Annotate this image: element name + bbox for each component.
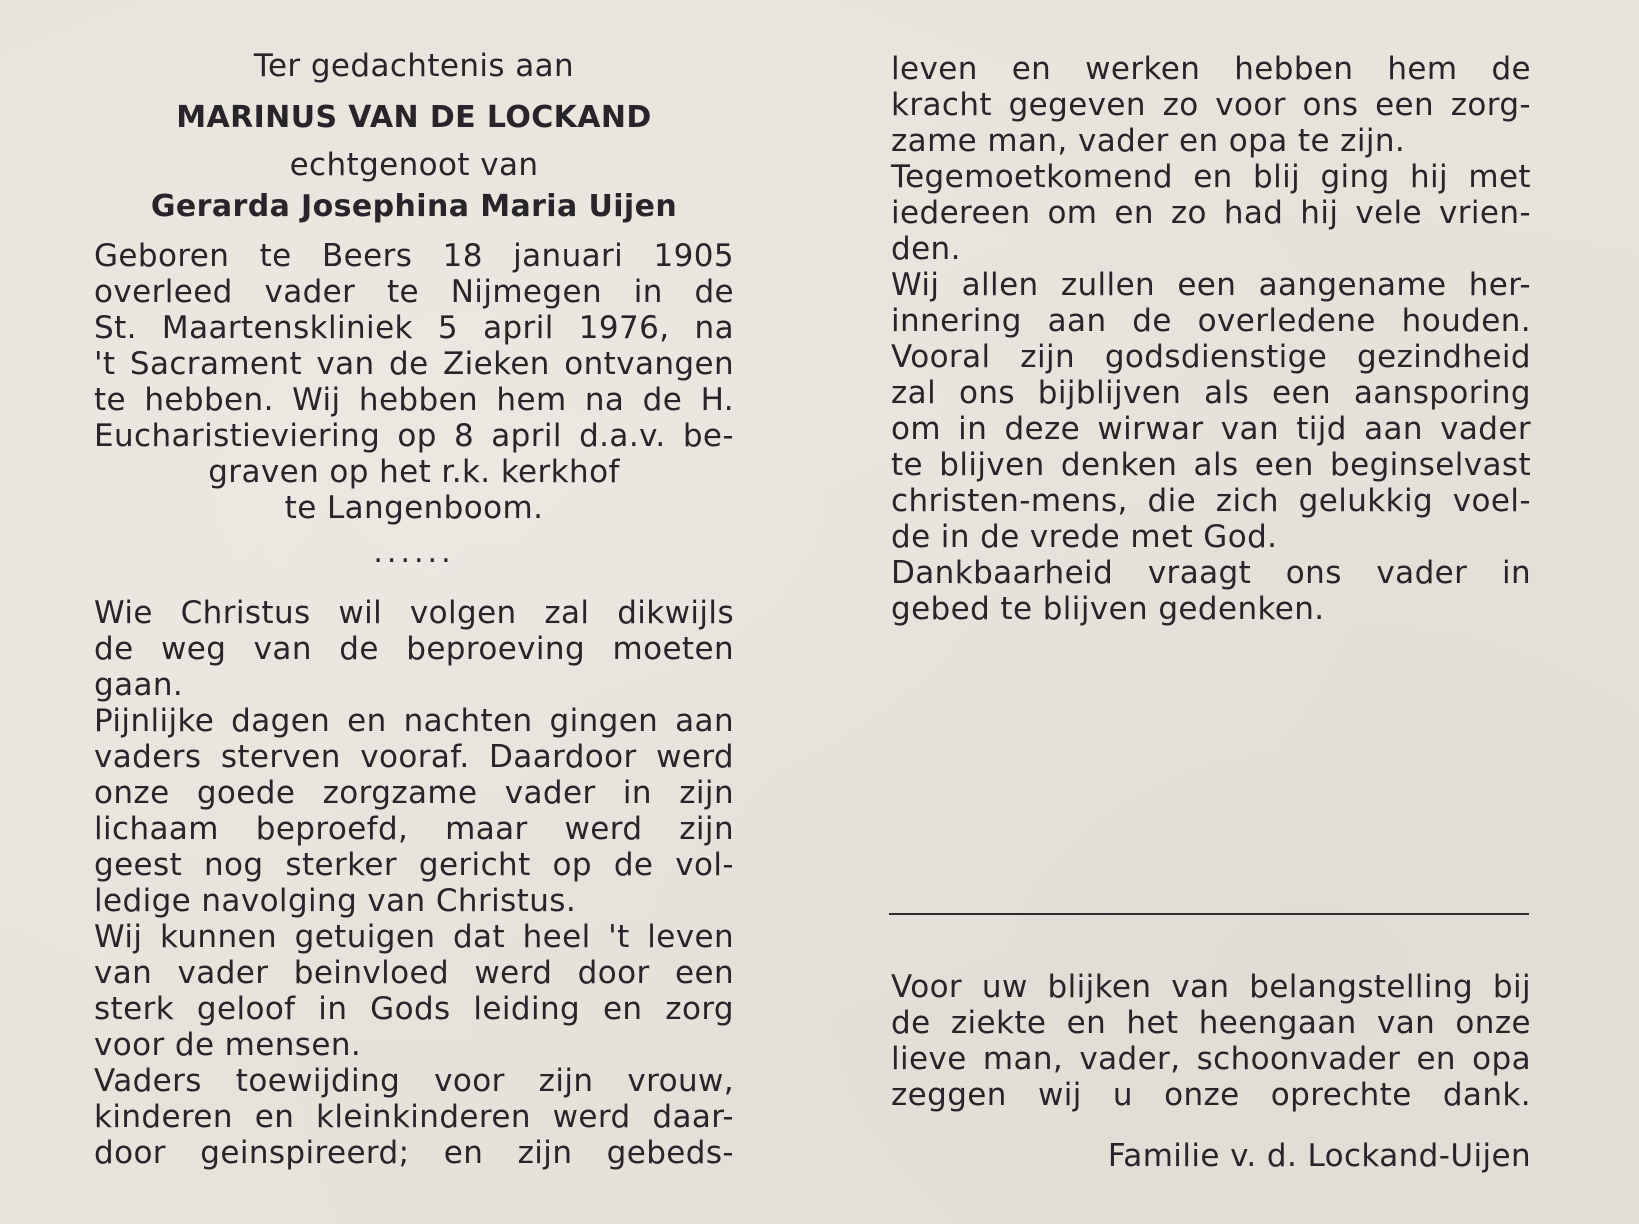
spouse-name: Gerarda Josephina Maria Uijen [150, 189, 678, 224]
text-line: St. Maartenskliniek 5 april 1976, na [94, 310, 734, 346]
text-line: om in deze wirwar van tijd aan vader [891, 411, 1531, 447]
text-line: Dankbaarheid vraagt ons vader in [891, 555, 1531, 591]
text-line: overleed vader te Nijmegen in de [94, 274, 734, 310]
text-line: innering aan de overledene houden. [891, 303, 1531, 339]
text-line: Eucharistieviering op 8 april d.a.v. be- [94, 418, 734, 454]
text-line: door geinspireerd; en zijn gebeds- [94, 1135, 734, 1171]
text-line: Vooral zijn godsdienstige gezindheid [891, 339, 1531, 375]
text-line: te Langenboom. [284, 490, 544, 526]
thanks-line: lieve man, vader, schoonvader en opa [891, 1041, 1531, 1077]
text-line: vaders sterven vooraf. Daardoor werd [94, 739, 734, 775]
text-line: Vaders toewijding voor zijn vrouw, [94, 1063, 734, 1099]
text-line: 't Sacrament van de Zieken ontvangen [94, 346, 734, 382]
text-line: kinderen en kleinkinderen werd daar- [94, 1099, 734, 1135]
text-line: te blijven denken als een beginselvast [891, 447, 1531, 483]
text-line: graven op het r.k. kerkhof [208, 454, 620, 490]
text-line: Wie Christus wil volgen zal dikwijls [94, 595, 734, 631]
text-line: Tegemoetkomend en blij ging hij met [891, 159, 1531, 195]
text-line: de weg van de beproeving moeten [94, 631, 734, 667]
text-line: voor de mensen. [94, 1027, 362, 1063]
text-line: zal ons bijblijven als een aansporing [891, 375, 1531, 411]
thanks-line: de ziekte en het heengaan van onze [891, 1005, 1531, 1041]
text-line: Pijnlijke dagen en nachten gingen aan [94, 703, 734, 739]
text-line: gebed te blijven gedenken. [891, 591, 1325, 627]
deceased-name: MARINUS VAN DE LOCKAND [176, 100, 652, 135]
thanks-line: zeggen wij u onze oprechte dank. [891, 1077, 1531, 1113]
thanks-line: Voor uw blijken van belangstelling bij [891, 969, 1531, 1005]
heading: Ter gedachtenis aan [253, 48, 575, 84]
text-line: de in de vrede met God. [891, 519, 1278, 555]
text-line: ledige navolging van Christus. [94, 883, 577, 919]
text-line: leven en werken hebben hem de [891, 51, 1531, 87]
text-line: lichaam beproefd, maar werd zijn [94, 811, 734, 847]
text-line: Wij kunnen getuigen dat heel 't leven [94, 919, 734, 955]
text-line: gaan. [94, 667, 184, 703]
text-line: sterk geloof in Gods leiding en zorg [94, 991, 734, 1027]
text-line: Wij allen zullen een aangename her- [891, 267, 1531, 303]
text-line: onze goede zorgzame vader in zijn [94, 775, 734, 811]
text-line: geest nog sterker gericht op de vol- [94, 847, 734, 883]
separator-dots: ...... [373, 535, 455, 570]
text-line: christen-mens, die zich gelukkig voel- [891, 483, 1531, 519]
family-signature: Familie v. d. Lockand-Uijen [1107, 1138, 1531, 1174]
text-line: kracht gegeven zo voor ons een zorg- [891, 87, 1531, 123]
text-line: Geboren te Beers 18 januari 1905 [94, 238, 734, 274]
text-line: iedereen om en zo had hij vele vrien- [891, 195, 1531, 231]
divider-line [889, 913, 1529, 915]
text-line: zame man, vader en opa te zijn. [891, 123, 1406, 159]
text-line: den. [891, 231, 961, 267]
text-line: te hebben. Wij hebben hem na de H. [94, 382, 734, 418]
spouse-intro: echtgenoot van [289, 147, 539, 183]
text-line: van vader beinvloed werd door een [94, 955, 734, 991]
